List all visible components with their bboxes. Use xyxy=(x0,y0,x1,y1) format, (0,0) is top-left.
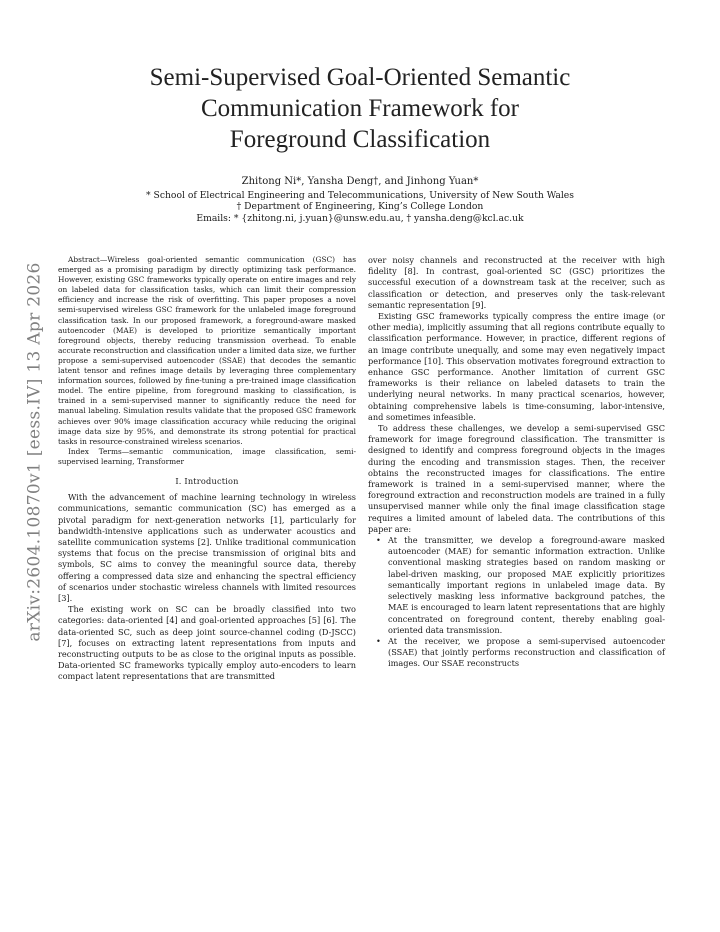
left-column xyxy=(58,255,356,683)
title-line: Semi-Supervised Goal-Oriented Semantic xyxy=(149,64,571,91)
intro-paragraph-1: With the advancement of machine learning technology in wireless communications, semantic communication (SC) has emerged as a pivotal paradigm for next-generation networks [1], particularly for bandwidth-intensive applications such as underwater acoustics and satellite communication systems [2]. Unlike traditional communication systems that focus on the precise transmission of original bits and symbols, SC aims to convey the meaningful source data, thereby offering a compressed data size and enhancing the spectral efficiency of scenarios under stochastic wireless channels with limited resources [3]. xyxy=(58,492,356,603)
intro-paragraph-4: Existing GSC frameworks typically compress the entire image (or other media), implicitly assuming that all regions contribute equally to classification performance. However, in practice, different regions of an image contribute unequally, and some may even negatively impact performance [10]. This observation motivates foreground extraction to enhance GSC performance. Another limitation of current GSC frameworks is their reliance on labeled datasets to train the underlying neural networks. In many practical scenarios, however, obtaining comprehensive labels is time-consuming, labor-intensive, and sometimes infeasible. xyxy=(368,311,665,422)
author-names: Zhitong Ni*, Yansha Deng†, and Jinhong Yuan* xyxy=(241,176,479,187)
abstract: Abstract—Wireless goal-oriented semantic communication (GSC) has emerged as a promising paradigm by directly optimizing task performance. However, existing GSC frameworks typically operate on entire images and rely on labeled data for classification tasks, which can limit their compression efficiency and increase the risk of overfitting. This paper proposes a novel semi-supervised wireless GSC framework for the unlabeled image foreground classification task. In our proposed framework, a foreground-aware masked autoencoder (MAE) is developed to prioritize semantically important foreground objects, thereby reducing transmission overhead. To enable accurate reconstruction and classification under a limited data size, we further propose a semi-supervised autoencoder (SSAE) that decodes the semantic latent tensor and refines image details by leveraging three complementary information sources, followed by fine-tuning a pre-trained image classification model. The entire pipeline, from foreground masking to classification, is trained in a semi-supervised manner to significantly reduce the need for manual labeling. Simulation results validate that the proposed GSC framework achieves over 90% image classification accuracy while reducing the original image data size by 95%, and demonstrate its strong potential for practical tasks in resource-constrained wireless scenarios. xyxy=(58,255,356,446)
arxiv-identifier-stamp[interactable] xyxy=(24,252,46,652)
section-heading-introduction: I. Introduction xyxy=(175,475,239,486)
affiliation-unsw: * School of Electrical Engineering and Telecommunications, University of New South Wales xyxy=(146,189,574,201)
paper-title xyxy=(80,62,640,155)
intro-paragraph-2: The existing work on SC can be broadly classified into two categories: data-oriented [4] and goal-oriented approaches [5] [6]. The data-oriented SC, such as deep joint source-channel coding (D-JSCC) [7], focuses on extracting latent representations from inputs and reconstructing outputs to be as close to the original inputs as possible. Data-oriented SC frameworks typically employ auto-encoders to learn compact latent representations that are transmitted xyxy=(58,604,356,682)
contributions-list xyxy=(368,535,665,669)
title-line: Communication Framework for xyxy=(201,95,519,122)
contribution-item: • At the transmitter, we develop a foreground-aware masked autoencoder (MAE) for semantic information extraction. Unlike conventional masking strategies based on random masking or label-driven masking, our proposed MAE explicitly prioritizes semantically important regions in unlabeled image data. By selectively masking less informative background patches, the MAE is encouraged to learn latent representations that are highly concentrated on foreground content, thereby enabling goal-oriented data transmission. xyxy=(388,535,665,636)
intro-paragraph-5: To address these challenges, we develop a semi-supervised GSC framework for image foreground classification. The transmitter is designed to identify and compress foreground objects in the images during the encoding and transmission stages. Then, the receiver obtains the reconstructed images for classifications. The entire framework is trained in a semi-supervised manner, where the foreground extraction and reconstruction models are trained in a fully unsupervised manner while only the final image classification stage requires a limited amount of labeled data. The contributions of this paper are: xyxy=(368,423,665,534)
right-column xyxy=(368,255,665,670)
arxiv-identifier-text: arXiv:2604.10870v1 [eess.IV] 13 Apr 2026 xyxy=(25,262,46,642)
intro-paragraph-3: over noisy channels and reconstructed at the receiver with high fidelity [8]. In contrast, goal-oriented SC (GSC) prioritizes the successful execution of a downstream task at the receiver, such as classification or detection, and preserves only the task-relevant semantic representation [9]. xyxy=(368,255,665,310)
author-emails: Emails: * {zhitong.ni, j.yuan}@unsw.edu.au, † yansha.deng@kcl.ac.uk xyxy=(196,212,524,224)
author-block xyxy=(80,176,640,224)
affiliation-kcl: † Department of Engineering, King’s College London xyxy=(236,201,484,212)
contribution-item: • At the receiver, we propose a semi-supervised autoencoder (SSAE) that jointly performs reconstruction and classification of images. Our SSAE reconstructs xyxy=(388,636,665,670)
title-line: Foreground Classification xyxy=(229,126,491,153)
index-terms: Index Terms—semantic communication, image classification, semi-supervised learning, Transformer xyxy=(58,446,356,466)
